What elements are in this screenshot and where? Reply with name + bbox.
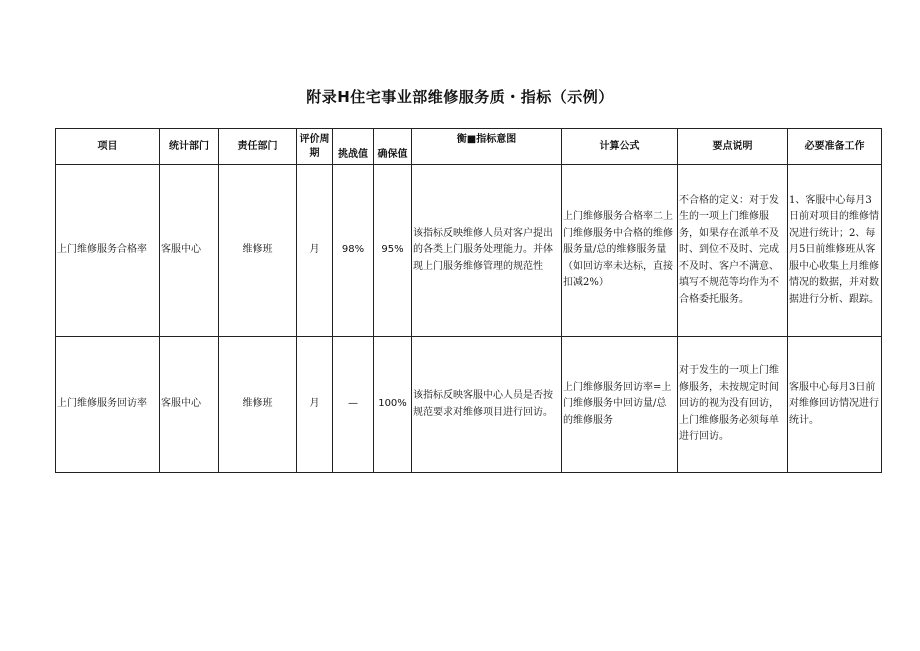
cell-resp-dept: 维修班 — [219, 337, 297, 473]
cell-formula: 上门维修服务合格率二上门维修服务中合格的维修服务量/总的维修服务量（如回访率未达标，直接扣减2%） — [562, 165, 678, 337]
header-stat-dept: 统计部门 — [160, 129, 219, 165]
table-row — [56, 337, 882, 473]
header-key-points: 要点说明 — [678, 129, 788, 165]
indicator-table — [55, 128, 882, 473]
cell-key-points: 不合格的定义：对于发生的一项上门维修服务，如果存在派单不及时、到位不及时、完成不及时、客户不满意、填写不规范等均作为不合格委托服务。 — [678, 165, 788, 337]
cell-cycle: 月 — [297, 165, 333, 337]
cell-formula: 上门维修服务回访率=上门维修服务中回访量/总的维修服务 — [562, 337, 678, 473]
header-challenge: 挑战值 — [333, 129, 374, 165]
header-formula: 计算公式 — [562, 129, 678, 165]
cell-guarantee: 95% — [374, 165, 412, 337]
document-title: 附录H住宅事业部维修服务质・指标（示例） — [306, 88, 614, 106]
header-row — [56, 129, 882, 165]
cell-key-points: 对于发生的一项上门维修服务，未按规定时间回访的视为没有回访，上门维修服务必须每单进行回访。 — [678, 337, 788, 473]
header-intent: 衡■指标意图 — [412, 129, 562, 165]
cell-intent: 该指标反映客服中心人员是否按规范要求对维修项目进行回访。 — [412, 337, 562, 473]
cell-guarantee: 100% — [374, 337, 412, 473]
cell-stat-dept: 客服中心 — [160, 337, 219, 473]
cell-prep: 1、客服中心每月3日前对项目的维修情况进行统计；2、每月5日前维修班从客服中心收集上月维修情况的数据，并对数据进行分析、跟踪。 — [788, 165, 882, 337]
header-guarantee: 确保值 — [374, 129, 412, 165]
cell-challenge: — — [333, 337, 374, 473]
cell-challenge: 98% — [333, 165, 374, 337]
cell-stat-dept: 客服中心 — [160, 165, 219, 337]
cell-prep: 客服中心每月3日前对维修回访情况进行统计。 — [788, 337, 882, 473]
cell-intent: 该指标反映维修人员对客户提出的各类上门服务处理能力。并体现上门服务维修管理的规范性 — [412, 165, 562, 337]
header-item: 项目 — [56, 129, 160, 165]
header-eval-cycle: 评价周期 — [297, 129, 333, 165]
cell-item: 上门维修服务合格率 — [56, 165, 160, 337]
table-row — [56, 165, 882, 337]
cell-item: 上门维修服务回访率 — [56, 337, 160, 473]
header-resp-dept: 责任部门 — [219, 129, 297, 165]
cell-resp-dept: 维修班 — [219, 165, 297, 337]
cell-cycle: 月 — [297, 337, 333, 473]
header-prep: 必要准备工作 — [788, 129, 882, 165]
